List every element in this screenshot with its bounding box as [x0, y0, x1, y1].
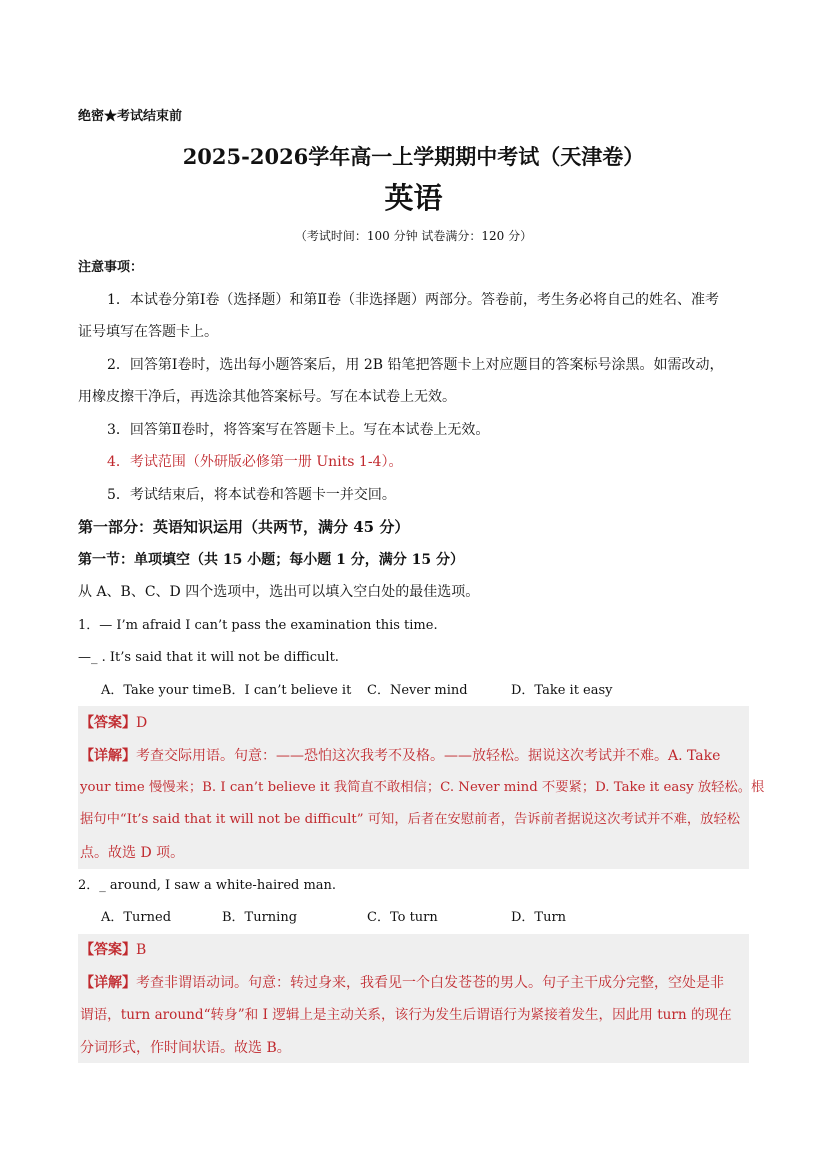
- note-item-1-line-2: 证号填写在答题卡上。: [78, 324, 218, 340]
- question-2-answer-box: [78, 934, 749, 1063]
- question-1-option-d: D．Take it easy: [511, 683, 613, 698]
- question-2-detail-line-1: [80, 974, 724, 992]
- secret-note: 绝密★考试结束前: [78, 109, 183, 124]
- notes-heading: 注意事项：: [78, 260, 144, 275]
- question-2-option-a: A．Turned: [101, 910, 172, 925]
- question-1-detail-line-3: 据句中“It’s said that it will not be difficult” 可知，后者在安慰前者，告诉前者据说这次考试并不难，放轻松: [80, 812, 741, 827]
- note-item-3: 3．回答第Ⅱ卷时，将答案写在答题卡上。写在本试卷上无效。: [107, 422, 490, 438]
- detail-label: 【详解】: [80, 975, 136, 991]
- question-1-option-c: C．Never mind: [367, 683, 468, 698]
- detail-label: 【详解】: [80, 748, 136, 764]
- note-item-4: 4．考试范围（外研版必修第一册 Units 1-4）。: [107, 454, 403, 470]
- question-1-detail-line-4: 点。故选 D 项。: [80, 845, 185, 861]
- subject-title: 英语: [384, 181, 443, 215]
- question-1-stem-line-2: —_ . It’s said that it will not be difficult.: [78, 650, 339, 665]
- question-1-answer-box: [78, 706, 765, 869]
- question-2-option-b: B．Turning: [222, 910, 298, 925]
- question-1-option-a: A．Take your time: [101, 683, 222, 698]
- note-item-2-line-1: 2．回答第Ⅰ卷时，选出每小题答案后，用 2B 铅笔把答题卡上对应题目的答案标号涂黑。如需改动，: [107, 357, 724, 373]
- question-2-option-c: C．To turn: [367, 910, 438, 925]
- exam-title: 2025-2026学年高一上学期期中考试（天津卷）: [182, 144, 645, 169]
- note-item-1-line-1: 1．本试卷分第Ⅰ卷（选择题）和第Ⅱ卷（非选择题）两部分。答卷前，考生务必将自己的姓名、准考: [107, 292, 719, 308]
- question-2-stem: 2．_ around, I saw a white-haired man.: [78, 878, 337, 893]
- exam-info: （考试时间：100 分钟 试卷满分：120 分）: [294, 229, 533, 243]
- detail-text: 考查非谓语动词。句意：转过身来，我看见一个白发苍苍的男人。句子主干成分完整，空处是非: [136, 975, 724, 991]
- answer-label: 【答案】: [80, 715, 136, 731]
- answer-value: D: [136, 715, 148, 731]
- question-1-stem-line-1: 1．— I’m afraid I can’t pass the examination this time.: [78, 618, 438, 633]
- question-2-answer: [80, 941, 146, 959]
- question-1-detail-line-2: your time 慢慢来；B. I can’t believe it 我简直不敢相信；C. Never mind 不要紧；D. Take it easy 放轻松。根: [80, 780, 765, 795]
- question-2-detail-line-2: 谓语，turn around“转身”和 I 逻辑上是主动关系，该行为发生后谓语行为紧接着发生，因此用 turn 的现在: [80, 1007, 732, 1023]
- question-2-detail-line-3: 分词形式，作时间状语。故选 B。: [80, 1040, 291, 1056]
- answer-value: B: [136, 942, 147, 958]
- section1-heading: 第一节：单项填空（共 15 小题；每小题 1 分，满分 15 分）: [78, 552, 464, 568]
- question-1-option-b: B．I can’t believe it: [222, 683, 352, 698]
- note-item-5: 5．考试结束后，将本试卷和答题卡一并交回。: [107, 487, 396, 503]
- question-1-detail-line-1: [80, 747, 720, 765]
- note-item-2-line-2: 用橡皮擦干净后，再选涂其他答案标号。写在本试卷上无效。: [78, 389, 456, 405]
- section1-instruction: 从 A、B、C、D 四个选项中，选出可以填入空白处的最佳选项。: [78, 584, 480, 600]
- detail-text: 考查交际用语。句意：——恐怕这次我考不及格。——放轻松。据说这次考试并不难。A. Take: [136, 748, 721, 764]
- question-1-answer: [80, 714, 147, 732]
- part1-heading: 第一部分：英语知识运用（共两节，满分 45 分）: [78, 518, 410, 536]
- question-2-option-d: D．Turn: [511, 910, 567, 925]
- answer-label: 【答案】: [80, 942, 136, 958]
